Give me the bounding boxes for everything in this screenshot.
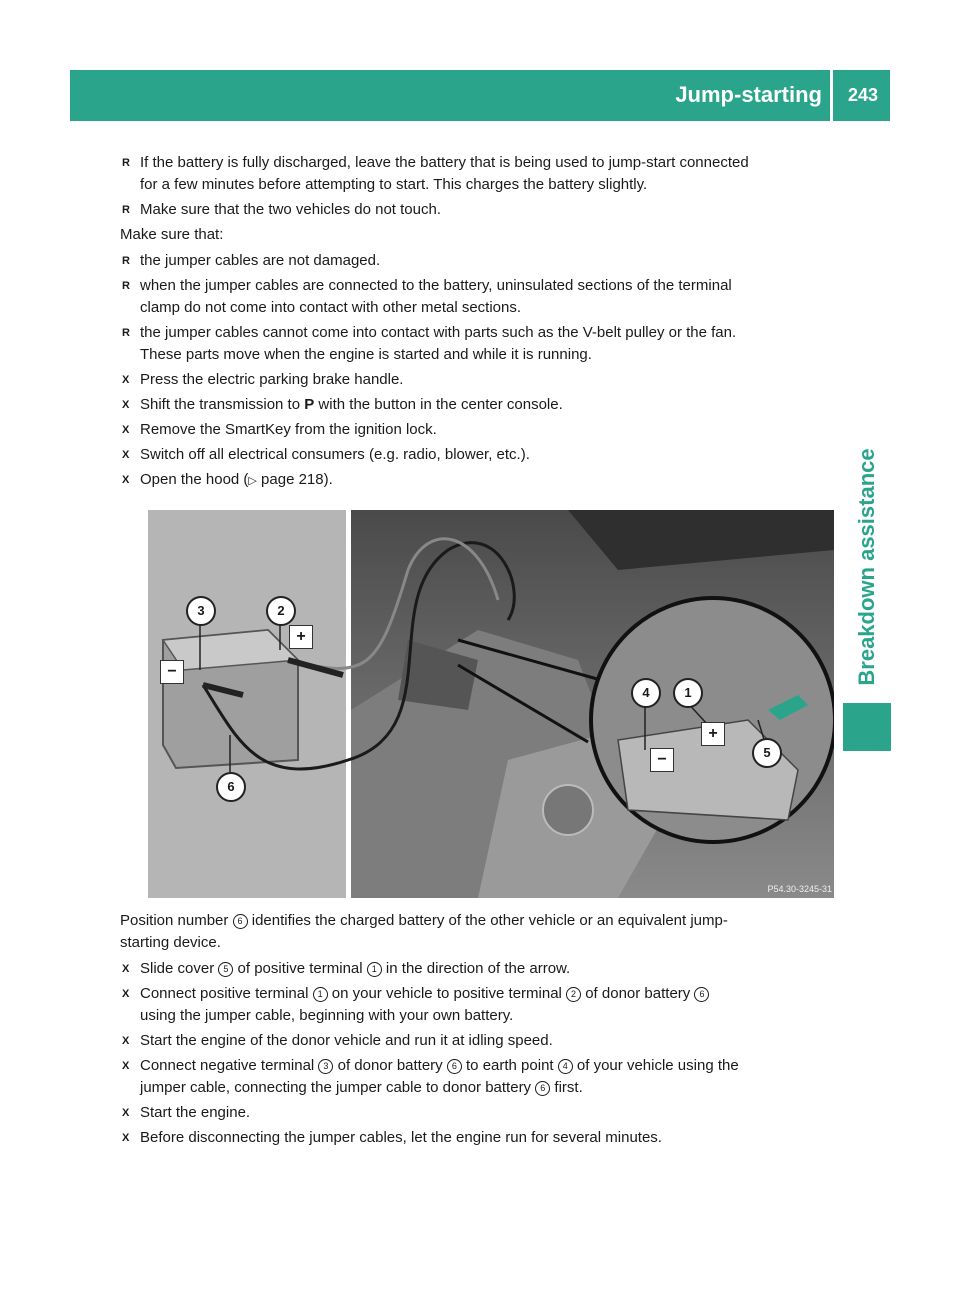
- section-1: [120, 152, 836, 495]
- step-text: Remove the SmartKey from the ignition lock.: [140, 421, 437, 438]
- jump-start-illustration: [148, 510, 834, 898]
- bullet-marker: R: [122, 280, 130, 292]
- plus-terminal-label: +: [701, 722, 725, 746]
- bullet-text: If the battery is fully discharged, leave the battery that is being used to jump-start connected: [140, 154, 749, 171]
- step-marker: X: [122, 449, 130, 461]
- figure-code: P54.30-3245-31: [767, 884, 832, 894]
- step-item: X Before disconnecting the jumper cables, let the engine run for several minutes.: [120, 1127, 836, 1149]
- callout-3: 3: [186, 596, 216, 626]
- step-marker: X: [122, 1060, 130, 1072]
- bullet-text: the jumper cables are not damaged.: [140, 252, 381, 269]
- step-item: [120, 369, 836, 391]
- side-tab-label: Breakdown assistance: [854, 448, 879, 686]
- callout-2: 2: [266, 596, 296, 626]
- step-item: X Connect positive terminal 1 on your vehicle to positive terminal 2 of donor battery 6 using the jumper cable, beginning with your own battery.: [120, 983, 836, 1027]
- callout-ref-6: 6: [447, 1059, 462, 1074]
- step-marker: X: [122, 1035, 130, 1047]
- bullet-text: These parts move when the engine is started and while it is running.: [140, 346, 592, 363]
- callout-ref-3: 3: [318, 1059, 333, 1074]
- bullet-item: [120, 275, 836, 319]
- step-item: X Connect negative terminal 3 of donor battery 6 to earth point 4 of your vehicle using the jumper cable, connecting the jumper cable to donor battery 6 first.: [122, 1057, 739, 1096]
- bullet-item: [120, 250, 836, 272]
- minus-terminal-label: −: [160, 660, 184, 684]
- callout-ref-5: 5: [218, 962, 233, 977]
- callout-5: 5: [752, 738, 782, 768]
- callout-ref-6: 6: [535, 1081, 550, 1096]
- step-text: Open the hood (▷ page 218).: [140, 471, 333, 488]
- step-item: X Start the engine.: [120, 1102, 836, 1124]
- page-title: Jump-starting: [675, 82, 822, 107]
- step-item: X Start the engine of the donor vehicle and run it at idling speed.: [120, 1030, 836, 1052]
- callout-ref-6: 6: [233, 914, 248, 929]
- bullet-text: the jumper cables cannot come into contact with parts such as the V-belt pulley or the fan.: [140, 324, 737, 341]
- bullet-item: [120, 199, 836, 221]
- side-tab-block: [843, 703, 891, 751]
- step-marker: X: [122, 1107, 130, 1119]
- callout-4: 4: [631, 678, 661, 708]
- bullet-marker: R: [122, 255, 130, 267]
- bullet-text: clamp do not come into contact with other metal sections.: [140, 299, 522, 316]
- bullet-marker: R: [122, 327, 130, 339]
- make-sure-heading: Make sure that:: [120, 226, 224, 243]
- step-marker: X: [122, 1132, 130, 1144]
- minus-terminal-label: −: [650, 748, 674, 772]
- step-marker: X: [122, 399, 130, 411]
- bullet-item: [120, 152, 836, 196]
- step-item: [120, 469, 836, 492]
- page-number: 243: [847, 85, 879, 105]
- callout-6: 6: [216, 772, 246, 802]
- bullet-text: when the jumper cables are connected to the battery, uninsulated sections of the terminal: [140, 277, 732, 294]
- plus-terminal-label: +: [289, 625, 313, 649]
- callout-1: 1: [673, 678, 703, 708]
- page-reference-link[interactable]: page 218).: [256, 471, 333, 488]
- callout-ref-1: 1: [367, 962, 382, 977]
- callout-ref-6: 6: [694, 987, 709, 1002]
- callout-ref-1: 1: [313, 987, 328, 1002]
- header-divider: [830, 70, 833, 121]
- step-item: [120, 394, 836, 416]
- callout-ref-2: 2: [566, 987, 581, 1002]
- page-reference-arrow-icon: ▷: [248, 475, 257, 487]
- step-item: [120, 444, 836, 466]
- bullet-item: [120, 322, 836, 366]
- step-text: Press the electric parking brake handle.: [140, 371, 404, 388]
- section-2: [120, 910, 836, 1152]
- step-marker: X: [122, 474, 130, 486]
- step-marker: X: [122, 424, 130, 436]
- side-tab: [843, 440, 891, 695]
- step-item: X Slide cover 5 of positive terminal 1 in the direction of the arrow.: [120, 958, 836, 980]
- step-item: [120, 419, 836, 441]
- step-text: Shift the transmission to P with the button in the center console.: [140, 396, 563, 413]
- bullet-marker: R: [122, 157, 130, 169]
- callout-ref-4: 4: [558, 1059, 573, 1074]
- step-marker: X: [122, 963, 130, 975]
- step-text: Switch off all electrical consumers (e.g. radio, blower, etc.).: [140, 446, 530, 463]
- bullet-text: Make sure that the two vehicles do not touch.: [140, 201, 442, 218]
- position-paragraph: Position number 6 identifies the charged battery of the other vehicle or an equivalent jump- starting device.: [120, 912, 728, 951]
- step-marker: X: [122, 374, 130, 386]
- bullet-marker: R: [122, 204, 130, 216]
- bullet-text: for a few minutes before attempting to start. This charges the battery slightly.: [140, 176, 648, 193]
- step-marker: X: [122, 988, 130, 1000]
